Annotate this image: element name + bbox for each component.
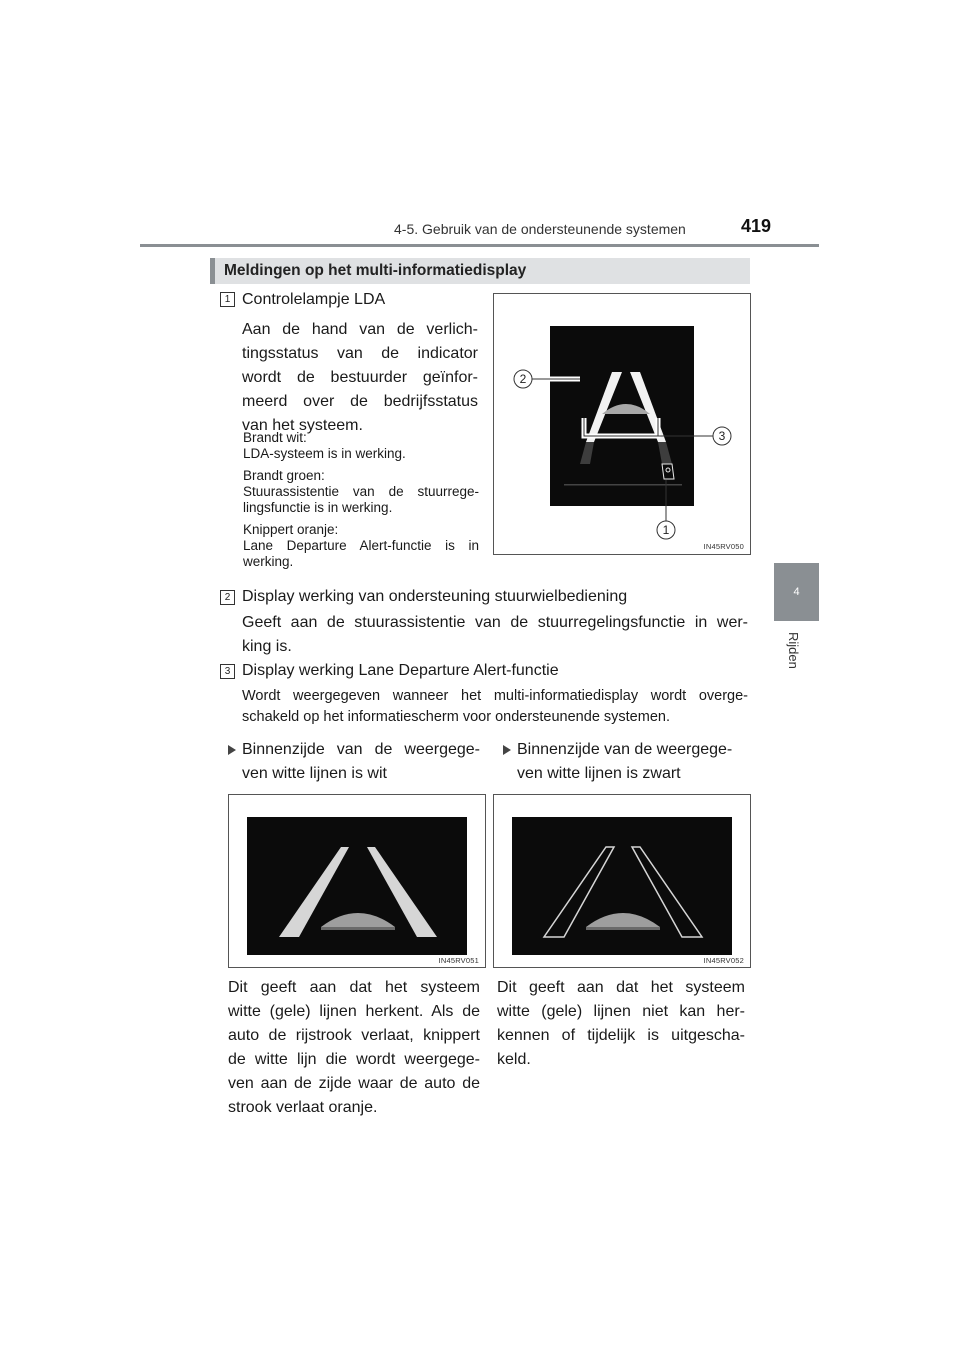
text-line: witte (gele) lijnen herkent. Als de (228, 1003, 480, 1020)
state-text: lingsfunctie is in werking. (243, 500, 393, 515)
text-line: Dit geeft aan dat het systeem (228, 979, 480, 996)
body-line: van het systeem. (242, 417, 363, 434)
text-line: Dit geeft aan dat het systeem (497, 979, 745, 996)
item-number-badge: 1 (220, 292, 235, 307)
indicator-states (243, 430, 479, 570)
item-title: Display werking Lane Departure Alert-functie (242, 662, 559, 679)
state-text: LDA-systeem is in werking. (243, 446, 406, 461)
display-illustration (494, 294, 750, 554)
heading-line: ven witte lijnen is wit (242, 765, 387, 782)
body-line: king is. (242, 638, 292, 655)
text-line: de witte lijn die wordt weergege- (228, 1051, 480, 1068)
heading-line: Binnenzijde van de weergege- (242, 741, 480, 758)
item-number-badge: 3 (220, 664, 235, 679)
triangle-bullet-icon (228, 745, 236, 755)
body-line: Aan de hand van de verlich- (242, 321, 478, 338)
figure-code: IN45RV050 (703, 542, 744, 551)
item-number-badge: 2 (220, 590, 235, 605)
white-lines-illustration (229, 795, 485, 967)
item-body (242, 686, 748, 728)
section-heading (210, 258, 750, 284)
heading-line: ven witte lijnen is zwart (517, 765, 681, 782)
black-lines-illustration (494, 795, 750, 967)
body-line: tingsstatus van de indicator (242, 345, 478, 362)
column-text-right (497, 976, 745, 1072)
body-line: wordt de bestuurder geïnfor- (242, 369, 478, 386)
header-rule (140, 244, 819, 247)
section-heading-text: Meldingen op het multi-informatiedisplay (224, 262, 527, 279)
display-figure-black-lines (493, 794, 751, 968)
column-text-left (228, 976, 480, 1120)
item-body (242, 611, 748, 659)
text-line: ven aan de zijde waar de auto de (228, 1075, 480, 1092)
item-title: Display werking van ondersteuning stuurwielbediening (242, 588, 628, 605)
display-figure-white-lines (228, 794, 486, 968)
state-label: Brandt groen: (243, 468, 325, 483)
running-header-title: 4-5. Gebruik van de ondersteunende systemen (394, 221, 686, 237)
callout-label-1: 1 (662, 523, 670, 537)
heading-line: Binnenzijde van de weergege- (517, 741, 733, 758)
figure-code: IN45RV051 (438, 956, 479, 965)
body-line: schakeld op het informatiescherm voor ondersteunende systemen. (242, 709, 670, 725)
body-line: Geeft aan de stuurassistentie van de stuurregelingsfunctie in wer- (242, 614, 748, 631)
chapter-label: Rijden (786, 632, 801, 669)
figure-code: IN45RV052 (703, 956, 744, 965)
state-text: werking. (243, 554, 294, 569)
section-heading-marker (210, 258, 215, 284)
text-line: strook verlaat oranje. (228, 1099, 378, 1116)
state-label: Brandt wit: (243, 430, 307, 445)
column-heading-left (228, 738, 480, 786)
text-line: witte (gele) lijnen niet kan her- (497, 1003, 745, 1020)
display-figure-main (493, 293, 751, 555)
state-text: Stuurassistentie van de stuurrege- (243, 484, 479, 499)
triangle-bullet-icon (503, 745, 511, 755)
chapter-tab: 4 (774, 563, 819, 621)
text-line: keld. (497, 1051, 531, 1068)
body-line: Wordt weergegeven wanneer het multi-informatiedisplay wordt overge- (242, 688, 748, 704)
callout-label-2: 2 (519, 372, 527, 386)
item-title: Controlelampje LDA (242, 291, 386, 308)
text-line: auto de rijstrook verlaat, knippert (228, 1027, 480, 1044)
body-line: meerd over de bedrijfsstatus (242, 393, 478, 410)
callout-label-3: 3 (718, 429, 726, 443)
state-label: Knippert oranje: (243, 522, 339, 537)
text-line: kennen of tijdelijk is uitgescha- (497, 1027, 745, 1044)
state-text: Lane Departure Alert-functie is in (243, 538, 479, 553)
column-heading-right (503, 738, 749, 786)
page-number: 419 (741, 216, 772, 236)
item-body (242, 318, 478, 438)
